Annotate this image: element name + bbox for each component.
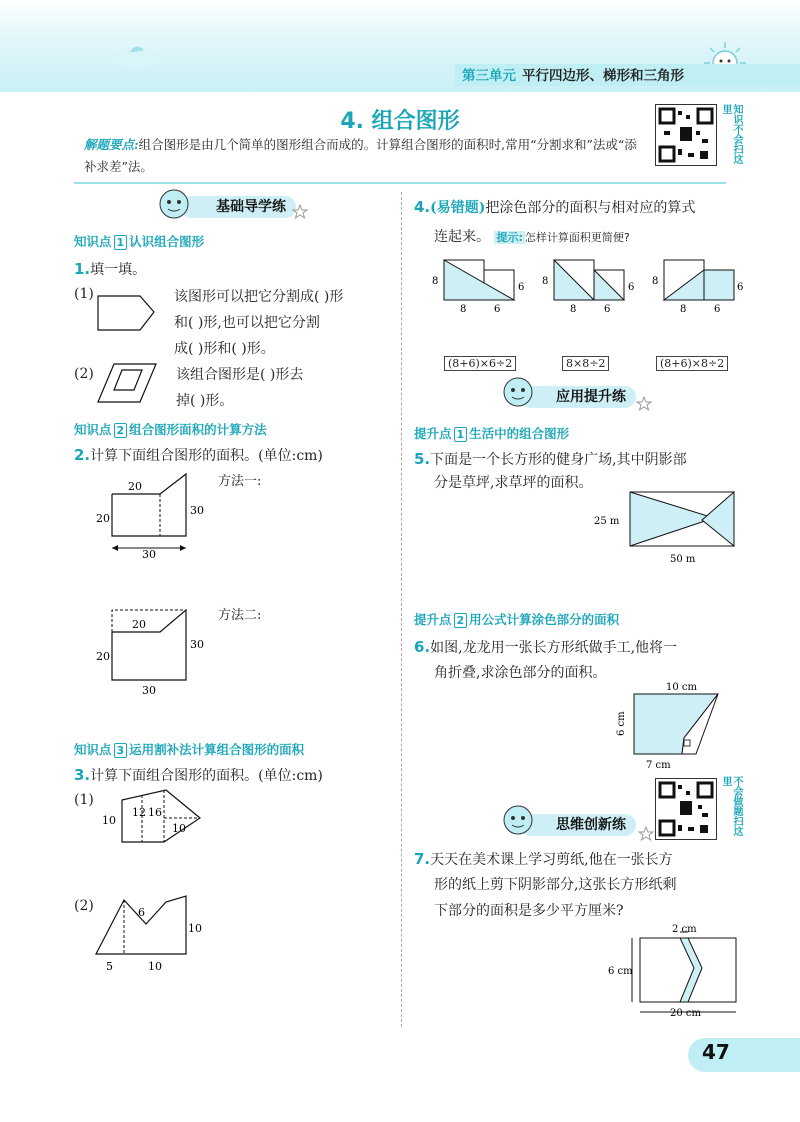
cloud-decoration-icon	[100, 40, 170, 70]
question-4	[414, 194, 695, 221]
q2-f2-right: 30	[190, 638, 204, 651]
qr-top-caption: 知识不会扫这里	[720, 104, 742, 164]
question-6	[414, 634, 677, 661]
q4-text2: 连起来。	[434, 229, 490, 245]
q6-top: 10 cm	[666, 682, 697, 693]
tp2-num: 2	[454, 613, 468, 628]
question-2	[74, 442, 323, 469]
kp3-text: 运用割补法计算组合图形的面积	[129, 742, 305, 757]
q4-formula-3[interactable]: (8+6)×8÷2	[656, 356, 728, 371]
tp2-prefix: 提升点	[414, 612, 452, 627]
kp2-prefix: 知识点	[74, 422, 112, 437]
q1-part2-label: (2)	[74, 366, 94, 382]
q4-b-w1: 8	[570, 304, 577, 315]
q1-part2-line2: 掉( )形。	[176, 393, 234, 409]
knowledge-point-3	[74, 740, 304, 758]
intro-body: 组合图形是由几个简单的图形组合而成的。计算组合图形的面积时,常用“分割求和”法或“添补求差”法。	[84, 137, 637, 174]
q2-f1-bottom: 30	[142, 548, 156, 561]
improve-point-1	[414, 424, 569, 442]
section-think-label: 思维创新练	[556, 817, 626, 833]
intro-label: 解题要点:	[84, 137, 139, 152]
page-number: 47	[702, 1040, 730, 1064]
q6-figure	[614, 680, 744, 776]
q3-f2-b: 10	[188, 922, 202, 935]
q7-width: 20 cm	[670, 1008, 701, 1019]
unit-topic: 平行四边形、梯形和三角形	[522, 68, 684, 84]
section-think	[520, 814, 636, 836]
q2-f2-top: 20	[132, 618, 146, 631]
star-icon	[638, 826, 654, 842]
qr-mid-caption: 不会做题扫这里	[720, 776, 742, 836]
q1-part1-line1: 该图形可以把它分割成( )形	[174, 289, 344, 305]
kp1-prefix: 知识点	[74, 234, 112, 249]
improve-point-2	[414, 610, 619, 628]
q3-figure-2	[90, 892, 210, 982]
q6-text2: 角折叠,求涂色部分的面积。	[434, 665, 607, 681]
q2-figure-1	[90, 470, 230, 570]
q4-a-w1: 8	[460, 304, 467, 315]
method-two: 方法二:	[218, 608, 262, 623]
q4-text1: 把涂色部分的面积与相对应的算式	[485, 200, 696, 216]
kp1-text: 认识组合图形	[129, 234, 205, 249]
mascot-icon	[500, 802, 536, 838]
q1-part1-line2: 和( )形,也可以把它分割	[174, 315, 320, 331]
q3-f2-d: 10	[148, 960, 162, 973]
section-apply-label: 应用提升练	[556, 389, 626, 405]
knowledge-point-1	[74, 232, 204, 250]
mascot-icon	[500, 374, 536, 410]
q4-hint-label: 提示:	[496, 231, 523, 244]
tp1-prefix: 提升点	[414, 426, 452, 441]
q6-left: 6 cm	[616, 711, 627, 736]
q2-figure-2	[90, 600, 230, 700]
q4-a-w2: 6	[494, 304, 501, 315]
q5-num: 5.	[414, 450, 431, 468]
q3-f1-d: 10	[172, 822, 186, 835]
q2-f1-right: 30	[190, 504, 204, 517]
q7-text2: 形的纸上剪下阴影部分,这张长方形纸剩	[434, 877, 677, 893]
q3-num: 3.	[74, 766, 91, 784]
q3-f1-c: 10	[102, 814, 116, 827]
section-apply	[520, 386, 636, 408]
question-5	[414, 446, 687, 473]
q3-f1-a: 12	[132, 806, 146, 819]
mascot-icon	[156, 186, 192, 222]
q7-text1: 天天在美术课上学习剪纸,他在一张长方	[430, 852, 673, 868]
q4-c-r: 6	[737, 282, 744, 293]
q4-b-w2: 6	[604, 304, 611, 315]
section-basic	[180, 196, 296, 218]
q4-a-h: 8	[432, 276, 439, 287]
q1-part2-line1: 该组合图形是( )形去	[176, 367, 304, 383]
q3-figure-1	[96, 780, 216, 850]
q4-num: 4.	[414, 198, 431, 216]
q2-text: 计算下面组合图形的面积。(单位:cm)	[90, 448, 323, 464]
question-1	[74, 256, 146, 283]
q6-bottom: 7 cm	[646, 760, 671, 771]
method-one: 方法一:	[218, 474, 262, 489]
q7-num: 7.	[414, 850, 431, 868]
q4-figures	[420, 256, 744, 318]
q7-height: 6 cm	[608, 966, 633, 977]
knowledge-point-2	[74, 420, 267, 438]
qr-code-icon[interactable]	[655, 104, 717, 166]
q6-num: 6.	[414, 638, 431, 656]
q4-tag: (易错题)	[430, 200, 486, 216]
q3-text: 计算下面组合图形的面积。(单位:cm)	[90, 768, 323, 784]
q1-part1-label: (1)	[74, 286, 94, 302]
intro-text	[84, 134, 644, 178]
q4-c-w2: 6	[714, 304, 721, 315]
q2-f2-left: 20	[96, 650, 110, 663]
q4-b-r: 6	[628, 282, 635, 293]
q2-f2-bottom: 30	[142, 684, 156, 697]
q2-f1-top: 20	[128, 480, 142, 493]
question-7	[414, 846, 673, 873]
q5-figure	[590, 490, 740, 570]
q4-c-h: 8	[652, 276, 659, 287]
column-divider	[401, 192, 402, 1027]
page-title: 4. 组合图形	[340, 109, 460, 134]
kp2-text: 组合图形面积的计算方法	[129, 422, 267, 437]
q5-width: 50 m	[670, 554, 696, 565]
star-icon	[292, 204, 308, 220]
section-basic-label: 基础导学练	[216, 199, 286, 215]
q1-text: 填一填。	[90, 262, 147, 278]
q2-num: 2.	[74, 446, 91, 464]
q5-text1: 下面是一个长方形的健身广场,其中阴影部	[430, 452, 687, 468]
q3-part1-label: (1)	[74, 792, 94, 808]
tp1-text: 生活中的组合图形	[469, 426, 570, 441]
q3-f2-c: 5	[106, 960, 113, 973]
q5-text2: 分是草坪,求草坪的面积。	[434, 475, 593, 491]
q4-hint: 怎样计算面积更简便?	[524, 231, 630, 244]
kp1-num: 1	[114, 235, 128, 250]
tp2-text: 用公式计算涂色部分的面积	[469, 612, 620, 627]
q4-a-r: 6	[518, 282, 525, 293]
q7-text3: 下部分的面积是多少平方厘米?	[434, 903, 624, 919]
q4-c-w1: 8	[680, 304, 687, 315]
kp3-num: 3	[114, 743, 128, 758]
q1-num: 1.	[74, 260, 91, 278]
star-icon	[636, 396, 652, 412]
q4-b-h: 8	[542, 276, 549, 287]
q4-formula-1[interactable]: (8+6)×6÷2	[444, 356, 516, 371]
unit-label: 第三单元	[462, 68, 516, 84]
q3-part2-label: (2)	[74, 898, 94, 914]
qr-code-icon[interactable]	[655, 778, 717, 840]
parallelogram-figure	[96, 362, 160, 406]
q2-f1-left: 20	[96, 512, 110, 525]
q3-f1-b: 16	[148, 806, 162, 819]
q4-formula-2[interactable]: 8×8÷2	[562, 356, 609, 371]
q7-figure	[608, 922, 744, 1022]
q7-gap: 2 cm	[672, 924, 697, 935]
q6-text1: 如图,龙龙用一张长方形纸做手工,他将一	[430, 640, 678, 656]
question-4-line2	[434, 224, 630, 251]
pentagon-figure	[96, 294, 158, 334]
kp3-prefix: 知识点	[74, 742, 112, 757]
q5-height: 25 m	[594, 516, 620, 527]
unit-header	[462, 64, 684, 84]
kp2-num: 2	[114, 423, 128, 438]
q1-part1-line3: 成( )形和( )形。	[174, 341, 275, 357]
header-divider	[74, 182, 726, 184]
tp1-num: 1	[454, 427, 468, 442]
q3-f2-a: 6	[138, 906, 145, 919]
